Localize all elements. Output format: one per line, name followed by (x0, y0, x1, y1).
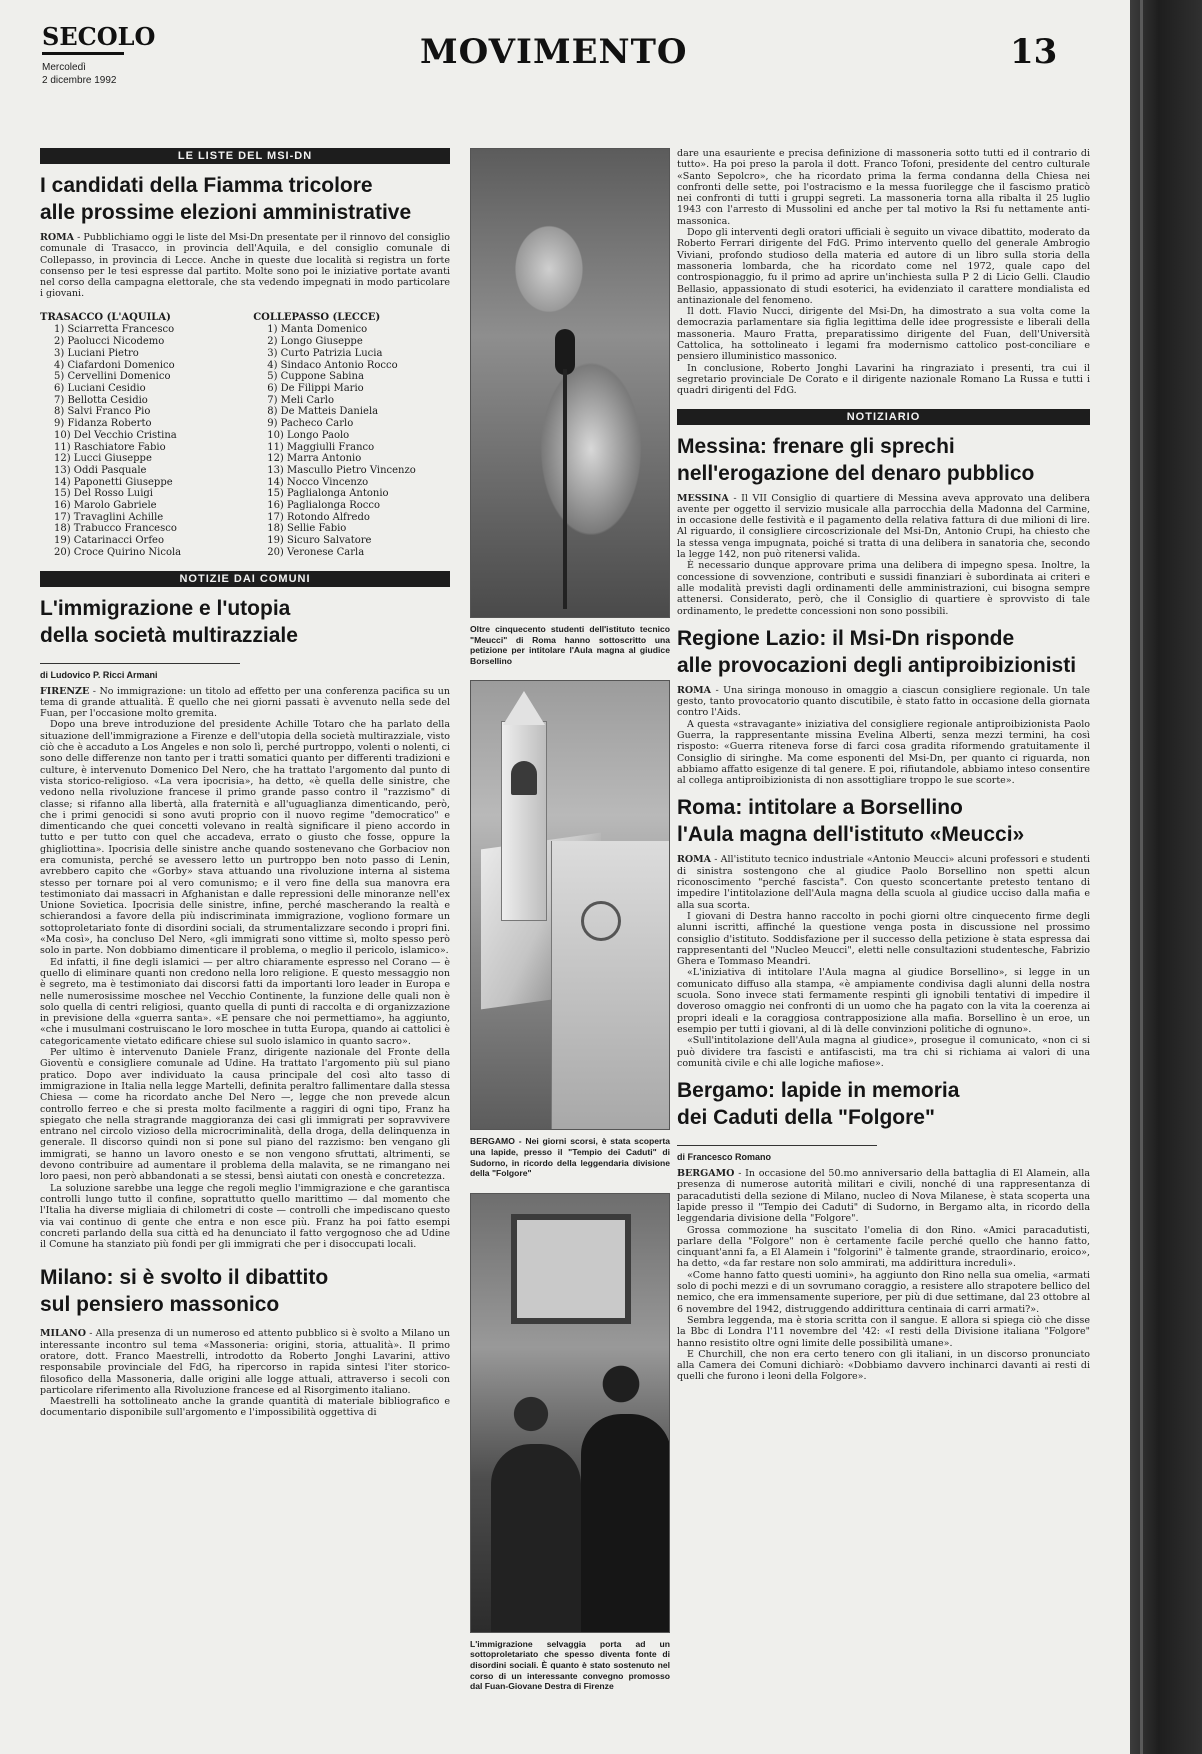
list-item: 2) Paolucci Nicodemo (54, 336, 165, 348)
bell (511, 761, 537, 795)
paragraph: «Come hanno fatto questi uomini», ha aggiunto don Rino nella sua omelia, «armati solo di pochi mezzi e di un sovrumano coraggio, a resistere allo strapotere bellico del nemico, che era immensamente superiore, per più di due settimane, dal 23 ottobre al 6 novembre del 1942, distruggendo addirittura centinaia di carri armati?». (677, 1269, 1090, 1315)
newspaper-logo: SECOLO (42, 22, 156, 51)
list-item: 17) Rotondo Alfredo (267, 511, 370, 523)
caption-lead: BERGAMO (470, 1136, 515, 1147)
caption-text: - Nei giorni scorsi, è stata scoperta una lapide, presso il "Tempio dei Caduti" di Sudorno, in ricordo della leggendaria divisione della "Folgore" (470, 1136, 670, 1179)
article-candidati-body (40, 232, 450, 300)
article-massoneria-continued (677, 148, 1090, 397)
paragraph: In conclusione, Roberto Jonghi Lavarini ha ringraziato i presenti, tra cui il segretario provinciale De Corato e il dirigente nazionale Romano La Russa e tutti i quadri dirigenti del FdG. (677, 362, 1090, 397)
list-item: 9) Fidanza Roberto (54, 418, 152, 430)
list-title: TRASACCO (L'AQUILA) (40, 311, 171, 323)
paragraph: - In occasione del 50.mo anniversario della battaglia di El Alamein, alla presenza di numerose autorità militari e civili, nonché di una rappresentanza di paracadutisti della sezione di Milano, nucleo di Nova Milanese, è stata scoperta una lapide presso il "Tempio dei Caduti" di Sudorno, in Bergamo alta, in ricordo della leggendaria divisione della "Folgore". (677, 1168, 1090, 1225)
list-item: 13) Oddi Pasquale (54, 464, 147, 476)
paragraph: dare una esauriente e precisa definizione di massoneria sotto tutti ed il contrario di tutto». Ha poi preso la parola il dott. Franco Tofoni, presidente del centro culturale «Santo Sepolcro», che ha ricordato prima la ferma condanna della Chiesa nei confronti delle sette, poi l'ostracismo e la messa fuorilegge che il fascismo praticò nei confronti di tutti i gruppi segreti. La massoneria torna alla ribalta il 25 luglio 1943 con l'arresto di Mussolini ed anche per tal motivo la Rsi fu nettamente anti-massonica. (677, 148, 1090, 227)
article-massoneria-body (40, 1328, 450, 1418)
paragraph: - No immigrazione: un titolo ad effetto per una conferenza pacifica su un tema di grande attualità. È quello che nei giorni passati è avvenuto nella sede del Fuan, per l'occasione molto gremita. (40, 685, 450, 720)
article-immigrazione-body (40, 686, 450, 1251)
list-item: 11) Maggiulli Franco (267, 441, 375, 453)
list-item: 14) Paponetti Giuseppe (54, 476, 173, 488)
paragraph: Grossa commozione ha suscitato l'omelia di don Rino. «Amici paracadutisti, parlare della "Folgore" non è certamente facile perché quello che hanno fatto, cinquant'anni fa, a El Alamein i "folgorini" è talmente grande, straordinario, eroico», ha detto, «da far restare non solo ammirati, ma addirittura increduli». (677, 1224, 1090, 1270)
list-item: 10) Del Vecchio Cristina (54, 429, 177, 441)
list-item: 16) Paglialonga Rocco (267, 500, 380, 512)
headline-line: Milano: si è svolto il dibattito (40, 1266, 329, 1290)
list-collepasso (253, 312, 450, 559)
headline-line: Regione Lazio: il Msi-Dn risponde (677, 626, 1015, 650)
article-borsellino-body (677, 854, 1090, 1069)
issue-date: 2 dicembre 1992 (42, 75, 117, 86)
issue-day: Mercoledì (42, 62, 86, 73)
list-item: 18) Trabucco Francesco (54, 523, 177, 535)
paragraph: Ed infatti, il fine degli islamici — per altro chiaramente espresso nel Corano — è quello di eliminare quanti non credono nella loro religione. E questo messaggio non è segreto, ma è testimoniato dai discorsi fatti da importanti loro leader in Europa e nelle numerosissime moschee nel Vecchio Continente, la funzione delle quali non è solo quella di centri religiosi, quanto quella di punti di raccolta e di organizzazione in previsione della «guerra santa». «E pensare che noi permettiamo», ha aggiunto, «che i musulmani costruiscano le loro moschee in tutta Europa, quando ai cattolici è categoricamente vietato edificare chiese sul suolo islamico in quanto sacro». (40, 956, 450, 1047)
list-item: 16) Marolo Gabriele (54, 500, 157, 512)
photo-caption-immigrazione: L'immigrazione selvaggia porta ad un sottoproletariato che spesso diventa fonte di disordini sociali. È quanto è stato sostenuto nel corso di un interessante convegno promosso dal Fuan-Giovane Destra di Firenze (470, 1638, 670, 1692)
list-item: 3) Curto Patrizia Lucia (267, 347, 383, 359)
section-bar-notiziario: NOTIZIARIO (677, 409, 1090, 425)
headline-line: I candidati della Fiamma tricolore (40, 174, 373, 197)
paragraph: A questa «stravagante» iniziativa del consigliere regionale antiproibizionista Paolo Guerra, la rappresentante missina Evelina Alberti, senza mezzi termini, ha così risposto: «Guerra riteneva forse di farci cosa gradita riformendo gratuitamente il Consiglio di siringhe. Ma come esponenti del Msi-Dn, per quanto ci riguarda, non abbiamo affatto esigenze di tal genere. E poi, rifiutandole, abbiamo inteso consentire al collega antiproibizionista di non assottigliare troppo le sue scorte». (677, 718, 1090, 787)
church-facade (551, 841, 670, 1130)
list-item: 11) Raschiatore Fabio (54, 441, 166, 453)
paragraph: Sembra leggenda, ma è storia scritta con il sangue. E allora si spiega ciò che disse la Bbc di Londra l'11 novembre del '42: «I resti della Divisione italiana "Folgore" hanno resistito oltre ogni limite delle possibilità umane». (677, 1314, 1090, 1349)
article-bergamo-body (677, 1168, 1090, 1383)
column-left (40, 148, 450, 1419)
page-number: 13 (1010, 32, 1058, 72)
headline-messina (677, 433, 1090, 487)
headline-line: della società multirazziale (40, 623, 298, 647)
photo-caption-meucci: Oltre cinquecento studenti dell'istituto tecnico "Meucci" di Roma hanno sottoscritto una petizione per intitolare l'Aula magna al giudice Borsellino (470, 624, 670, 666)
paragraph: Per ultimo è intervenuto Daniele Franz, dirigente nazionale del Fronte della Gioventù e consigliere comunale ad Udine. Ha trattato l'argomento più sul piano pratico. Dopo aver individuato la causa principale del così alto tasso di immigrazione in Italia nella legge Martelli, definita peraltro fallimentare dalla stessa Chiesa — come ha ricordato anche Del Nero —, legge che non prevede alcun controllo ferreo e che si presta molto facilmente a raggiri di ogni tipo, Franz ha spiegato che nella stragrande maggioranza dei casi gli immigrati per sopravvivere entrano nel circolo vizioso della microcriminalità, della droga, della delinquenza in generale. Il discorso quindi non si pone sul piano del razzismo: ben vengano gli immigrati, se hanno un lavoro onesto e se non vengono sfruttati, altrimenti, se devono contribuire ad aumentare il problema della malavita, se ne rimangano nei loro paesi, non però abbandonati a se stessi, bensì aiutati con onestà e concretezza. (40, 1047, 450, 1183)
list-item: 5) Cuppone Sabina (267, 371, 364, 383)
headline-borsellino (677, 794, 1090, 848)
list-item: 12) Lucci Giuseppe (54, 453, 152, 465)
list-item: 19) Sicuro Salvatore (267, 535, 372, 547)
list-item: 6) De Filippi Mario (267, 383, 364, 394)
paragraph: - Una siringa monouso in omaggio a ciascun consigliere regionale. Un tale gesto, tanto provocatorio quanto discutibile, è stato fatto in occasione della giornata contro l'Aids. (677, 684, 1090, 719)
candidate-lists (40, 312, 450, 559)
list-item: 4) Ciafardoni Domenico (54, 359, 175, 371)
headline-immigrazione (40, 595, 450, 649)
paragraph: - Alla presenza di un numeroso ed attento pubblico si è svolto a Milano un interessante incontro sul tema «Massoneria: origini, storia, attualità». Il primo oratore, dott. Franco Maestrelli, introdotto da Roberto Jonghi Lavarini, attivo responsabile provinciale del FdG, ha ripercorso in rapida sintesi l'iter storico-filosofico della Massoneria, dalle origini alle logge attuali, attraverso i secoli con particolare riferimento alla Rivoluzione francese ed al Risorgimento italiano. (40, 1328, 450, 1396)
list-item: 13) Mascullo Pietro Vincenzo (267, 464, 416, 476)
paragraph: E Churchill, che non era certo tenero con gli italiani, in un discorso pronunciato alla Camera dei Comuni dichiarò: «Dobbiamo davvero inchinarci davanti ai resti di quelli che furono i leoni della Folgore». (677, 1348, 1090, 1383)
photo-immigrants (470, 1193, 670, 1633)
section-bar-liste: LE LISTE DEL MSI-DN (40, 148, 450, 164)
headline-line: Bergamo: lapide in memoria (677, 1079, 960, 1103)
list-item: 15) Paglialonga Antonio (267, 488, 389, 500)
headline-line: L'immigrazione e l'utopia (40, 596, 291, 620)
paragraph: Dopo gli interventi degli oratori ufficiali è seguito un vivace dibattito, moderato da Roberto Ferrari dirigente del FdG. Primo intervento quello del generale Ambrogio Viviani, profondo studioso della materia ed autore di un libro sulla storia della massoneria lombarda, che ha ricordato come nel 1972, quale capo del controspionaggio, fu il primo ad aprire un'inchiesta sulla P 2 di Licio Gelli. Claudio Bellasio, appassionato di studi esoterici, ha evidenziato il carattere mondialista ed antinazionale del fenomeno. (677, 227, 1090, 306)
column-right (677, 148, 1090, 1383)
paragraph: Maestrelli ha sottolineato anche la grande quantità di materiale bibliografico e documentario disponibile sull'argomento e l'impossibilità oggettiva di (40, 1396, 450, 1419)
photo-church (470, 680, 670, 1130)
list-item: 20) Veronese Carla (267, 546, 365, 558)
paragraph: «Sull'intitolazione dell'Aula magna al giudice», prosegue il comunicato, «non ci si può dividere tra fascisti e antifascisti, ma tra chi si richiama ai valori di una comunità civile e chi alle logiche mafiose». (677, 1035, 1090, 1069)
headline-line: Messina: frenare gli sprechi (677, 434, 955, 458)
bell-tower (501, 721, 547, 921)
list-title: COLLEPASSO (LECCE) (253, 311, 381, 323)
person-silhouette (491, 1444, 581, 1633)
headline-line: sul pensiero massonico (40, 1293, 280, 1317)
list-item: 12) Marra Antonio (267, 453, 362, 465)
paragraph: È necessario dunque approvare prima una delibera di impegno spesa. Inoltre, la concessione di sovvenzione, contributi e sussidi finanziari è subordinata ai criteri e alle modalità previsti dagli ordinamenti delle amministrazioni, cui bisogna sempre attenersi. Considerato, però, che il Consiglio di quartiere è sprovvisto di tale ordinamento, le predette concessioni non sono possibili. (677, 560, 1090, 617)
list-item: 15) Del Rosso Luigi (54, 488, 154, 500)
paragraph: La soluzione sarebbe una legge che regoli meglio l'immigrazione e che garantisca controlli lungo tutto il confine, soprattutto quello marittimo — dal momento che l'Italia ha diverse migliaia di chilometri di coste — controlli che impediscano questo via vai continuo di gente che entra e non esce più. Franz ha poi fatto esempi concreti parlando della sua città ed ha denunciato il fatto vergognoso che ad Udine il Comune ha stanziato più fondi per gli immigrati che per i disoccupati locali. (40, 1182, 450, 1251)
list-item: 2) Longo Giuseppe (267, 336, 363, 348)
headline-candidati (40, 172, 450, 226)
dateline: FIRENZE (40, 685, 90, 697)
headline-bergamo (677, 1077, 1090, 1131)
byline-rule (40, 663, 240, 664)
dateline: ROMA (677, 854, 712, 866)
headline-line: l'Aula magna dell'istituto «Meucci» (677, 823, 1025, 847)
paragraph: «L'iniziativa di intitolare l'Aula magna al giudice Borsellino», si legge in un comunicato diffuso alla stampa, «è ampiamente condivisa dagli alunni della nostra scuola. Sono invece stati fermamente respinti gli ignobili tentativi di impedire il doveroso omaggio nei confronti di un uomo che ha pagato con la vita la coerenza ai propri ideali e la coraggiosa contrapposizione alla mafia. Borsellino è un eroe, un esempio per tutti i giovani, al di là delle convinzioni politiche di ognuno». (677, 967, 1090, 1035)
microphone-stand (563, 369, 567, 609)
list-item: 1) Manta Domenico (267, 324, 368, 336)
list-item: 7) Bellotta Cesidio (54, 394, 148, 406)
dateline: MESSINA (677, 492, 729, 504)
list-item: 3) Luciani Pietro (54, 347, 139, 359)
list-item: 7) Meli Carlo (267, 394, 334, 406)
logo-underline (42, 52, 124, 55)
list-item: 10) Longo Paolo (267, 429, 350, 441)
person-silhouette (581, 1414, 670, 1633)
list-item: 5) Cervellini Domenico (54, 371, 171, 383)
section-bar-comuni: NOTIZIE DAI COMUNI (40, 571, 450, 587)
column-photos (470, 148, 670, 1706)
list-item: 19) Catarinacci Orfeo (54, 535, 164, 547)
dateline: ROMA (677, 684, 712, 696)
paragraph: Dopo una breve introduzione del presidente Achille Totaro che ha parlato della situazione dell'immigrazione a Firenze e dell'utopia della società multirazziale, visto ciò che è accaduto a Los Angeles e non solo lì, perché purtroppo, volenti o nolenti, ci sono delle differenze non tanto per i tratti somatici quanto per differenti tradizioni e culture, è intervenuto Domenico Del Nero, che ha trattato l'argomento dal punto di vista storico-religioso. «La vera ipocrisia», ha detto, «è quella delle sinistre, che vedono nella rivoluzione francese il primo grande passo contro il "razzismo" di classe; si rifanno alla libertà, alla fraternità e all'uguaglianza dimenticando, però, che i primi genocidi si sono avuti proprio con il nuovo regime "democratico" e dimenticando che quei concetti volevano in realtà significare il pieno accordo in tutto e per tutto con quel che accadeva, errato o giusto che fosse, oppure la ghigliottina». Ipocrisia delle sinistre anche quando sostenevano che Gorbaciov non era comunista, perché se avessero letto un purtroppo ben noto passo di Lenin, avrebbero capito che «Gorby» stava attuando una rivoluzione interna al sistema stesso per tornare poi al vero comunismo; e il vero fine della sua manovra era testimoniato dai massacri in Afghanistan e dalle repressioni delle minoranze nell'ex Unione Sovietica. Ipocrisia delle sinistre, infine, perché mascherando la realtà e schierandosi a favore della più indiscriminata immigrazione, vogliono formare un sottoproletariato fonte di disordini sociali, da strumentalizzare secondo i propri fini. «Ma così», ha concluso Del Nero, «gli immigrati sono vittime sì, molto spesso però solo in parte. Non dobbiamo dimenticare il problema, o meglio il pericolo, islamico». (40, 719, 450, 957)
dateline: ROMA (40, 232, 75, 243)
article-messina-body (677, 493, 1090, 617)
list-item: 18) Sellie Fabio (267, 523, 347, 535)
headline-line: alle provocazioni degli antiproibizionisti (677, 653, 1077, 677)
dateline: BERGAMO (677, 1168, 735, 1180)
list-item: 14) Nocco Vincenzo (267, 476, 369, 488)
article-lazio-body (677, 685, 1090, 787)
headline-massoneria (40, 1264, 450, 1318)
list-item: 6) Luciani Cesidio (54, 383, 146, 394)
list-item: 8) De Matteis Daniela (267, 406, 379, 418)
byline-rule (677, 1145, 877, 1146)
paragraph: Il dott. Flavio Nucci, dirigente del Msi-Dn, ha dimostrato a sua volta come la democrazia parlamentare sia figlia legittima delle idee progressiste e liberali della massoneria. Mauro Fratta, preparatissimo dirigente del Fuan, dell'Università Cattolica, ha sottolineato i legami fra modernismo cattolico post-conciliare e pensiero illuministico massonico. (677, 306, 1090, 363)
list-item: 20) Croce Quirino Nicola (54, 546, 182, 558)
list-item: 9) Pacheco Carlo (267, 418, 354, 430)
headline-line: alle prossime elezioni amministrative (40, 201, 412, 224)
headline-line: nell'erogazione del denaro pubblico (677, 461, 1035, 485)
byline: di Francesco Romano (677, 1152, 772, 1163)
photo-caption-folgore (470, 1136, 670, 1178)
paragraph: I giovani di Destra hanno raccolto in pochi giorni oltre cinquecento firme degli alunni iscritti, affinché la questione venga posta in discussione nel prossimo consiglio d'istituto. Soddisfazione per il successo della petizione è stata espressa dai rappresentanti del "Nucleo Meucci", eletti nelle consultazioni studentesche, Fabrizio Ghera e Tommaso Meandri. (677, 910, 1090, 968)
window-frame (511, 1214, 631, 1324)
headline-lazio (677, 625, 1090, 679)
paragraph: - Il VII Consiglio di quartiere di Messina aveva approvato una delibera avente per oggetto il servizio musicale alla parrocchia della Madonna del Carmine, in occasione delle festività e il pagamento della relativa fattura di due milioni di lire. Al riguardo, il consigliere circoscrizionale del Msi-Dn, Antonio Crupi, ha chiesto che la stessa venga impugnata, poiché si tratta di una delibera in sanatoria che, secondo la legge 142, non può ritenersi valida. (677, 492, 1090, 561)
list-trasacco (40, 312, 237, 559)
spire (503, 691, 545, 725)
section-title: MOVIMENTO (420, 32, 688, 72)
list-item: 4) Sindaco Antonio Rocco (267, 359, 398, 371)
dateline: MILANO (40, 1328, 86, 1340)
list-item: 8) Salvi Franco Pio (54, 406, 151, 418)
list-item: 17) Travaglini Achille (54, 511, 164, 523)
paragraph: - Pubblichiamo oggi le liste del Msi-Dn presentate per il rinnovo del consiglio comunale di Trasacco, in provincia dell'Aquila, e del consiglio comunale di Collepasso, in provincia di Lecce. Anche in queste due località si registra un forte consenso per le tesi espresse dal partito. Molte sono poi le iniziative portate avanti nel corso della campagna elettorale, che sta vedendo impegnati in modo particolare i giovani. (40, 232, 450, 300)
headline-line: Roma: intitolare a Borsellino (677, 796, 963, 820)
paragraph: - All'istituto tecnico industriale «Antonio Meucci» alcuni professori e studenti di sinistra sostengono che al giudice Paolo Borsellino non spetti alcun riconoscimento "perché fascista". Con questo sconcertante pretesto tentano di impedire l'intitolazione dell'Aula magna della scuola al giudice ucciso dalla mafia e alla sua scorta. (677, 854, 1090, 911)
list-item: 1) Sciarretta Francesco (54, 324, 175, 336)
photo-speaker (470, 148, 670, 618)
headline-line: dei Caduti della "Folgore" (677, 1106, 935, 1130)
byline: di Ludovico P. Ricci Armani (40, 669, 158, 680)
page-binding-edge (1130, 0, 1202, 1754)
